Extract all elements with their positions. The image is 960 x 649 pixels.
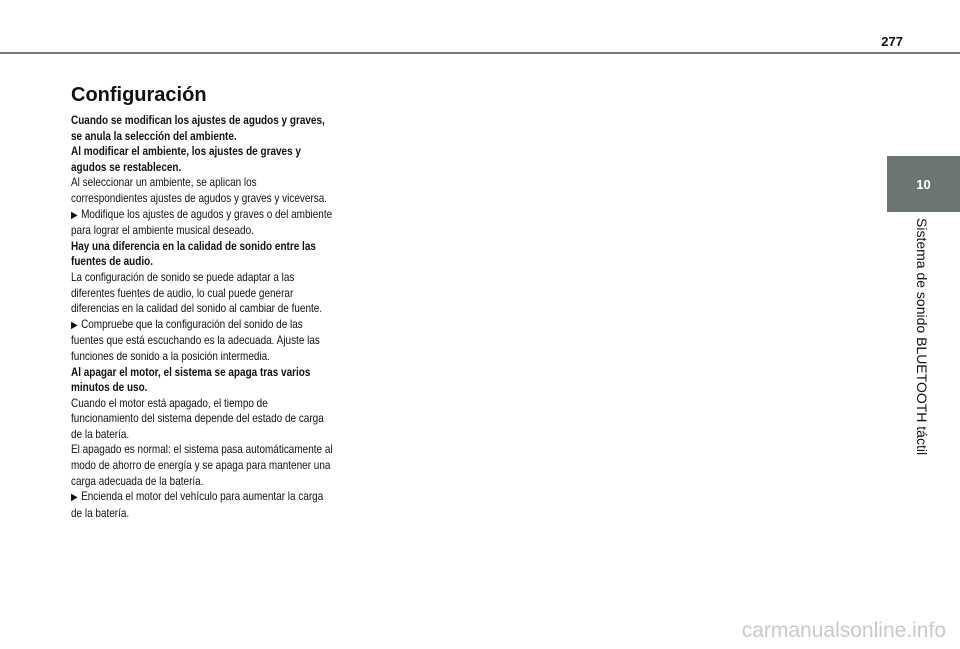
paragraph-list bbox=[71, 113, 333, 521]
main-content bbox=[71, 84, 333, 521]
header-rule bbox=[0, 52, 960, 54]
watermark: carmanualsonline.info bbox=[741, 619, 946, 642]
instruction-paragraph bbox=[71, 207, 333, 239]
paragraph-text: Compruebe que la configuración del sonido de las fuentes que está escuchando es la adecuada. Ajuste las funciones de sonido a la posición intermedia. bbox=[71, 317, 320, 363]
paragraph-text: Encienda el motor del vehículo para aumentar la carga de la batería. bbox=[71, 490, 324, 520]
bullet-arrow-icon: ▶ bbox=[71, 209, 78, 221]
paragraph bbox=[71, 396, 333, 443]
paragraph-text: Cuando el motor está apagado, el tiempo de funcionamiento del sistema depende del estado de carga de la batería. bbox=[71, 396, 324, 441]
paragraph bbox=[71, 175, 333, 206]
paragraph-text: Al seleccionar un ambiente, se aplican los correspondientes ajustes de agudos y graves y viceversa. bbox=[71, 176, 328, 205]
bold-paragraph bbox=[71, 239, 333, 270]
paragraph-text: Al apagar el motor, el sistema se apaga tras varios minutos de uso. bbox=[71, 365, 311, 395]
instruction-paragraph bbox=[71, 317, 333, 365]
bullet-arrow-icon: ▶ bbox=[71, 319, 78, 331]
page-number: 277 bbox=[881, 34, 903, 49]
section-title: Configuración bbox=[71, 84, 207, 106]
instruction-paragraph bbox=[71, 489, 333, 521]
paragraph-text: El apagado es normal: el sistema pasa automáticamente al modo de ahorro de energía y se apaga para mantener una carga adecuada de la batería. bbox=[71, 443, 333, 488]
paragraph-text: Cuando se modifican los ajustes de agudos y graves, se anula la selección del ambiente. bbox=[71, 114, 325, 143]
paragraph-text: Hay una diferencia en la calidad de sonido entre las fuentes de audio. bbox=[71, 239, 316, 269]
bold-paragraph bbox=[71, 113, 333, 144]
paragraph-text: Modifique los ajustes de agudos y graves o del ambiente para lograr el ambiente musical deseado. bbox=[71, 207, 333, 238]
paragraph bbox=[71, 442, 333, 489]
chapter-title-strip bbox=[887, 212, 960, 472]
bold-paragraph bbox=[71, 144, 333, 175]
paragraph bbox=[71, 270, 333, 317]
chapter-title: Sistema de sonido BLUETOOTH táctil bbox=[914, 218, 930, 456]
chapter-number: 10 bbox=[916, 176, 931, 192]
chapter-tab bbox=[887, 156, 960, 212]
bold-paragraph bbox=[71, 365, 333, 396]
bullet-arrow-icon: ▶ bbox=[71, 492, 78, 504]
paragraph-text: La configuración de sonido se puede adaptar a las diferentes fuentes de audio, lo cual puede generar diferencias en la calidad del sonido al cambiar de fuente. bbox=[71, 270, 323, 316]
paragraph-text: Al modificar el ambiente, los ajustes de graves y agudos se restablecen. bbox=[71, 145, 301, 174]
